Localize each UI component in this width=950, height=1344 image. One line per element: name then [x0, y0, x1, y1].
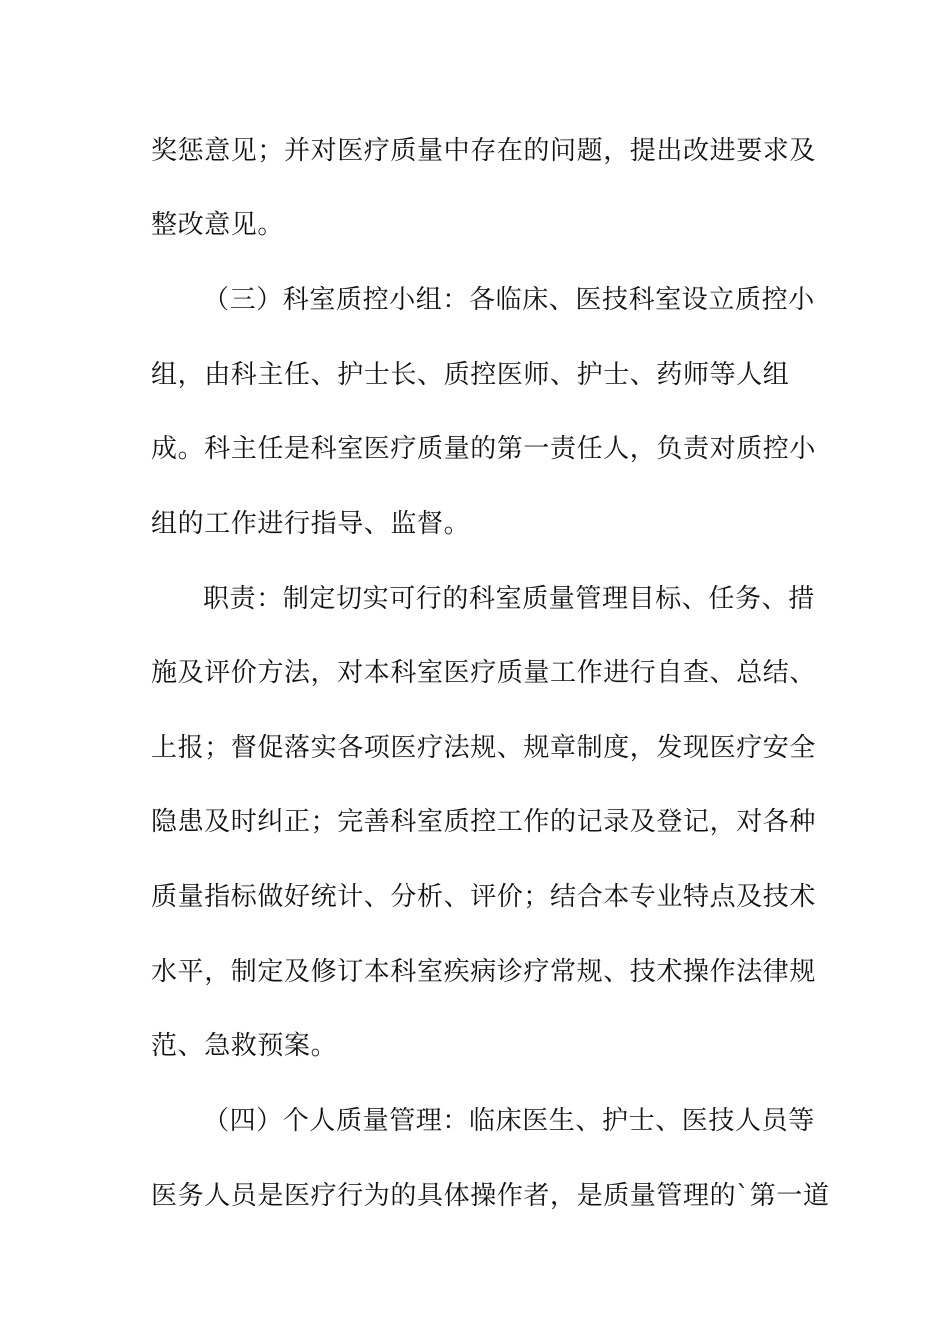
- text-line-7: 职责：制定切实可行的科室质量管理目标、任务、措: [203, 584, 815, 614]
- text-line-15: 医务人员是医疗行为的具体操作者，是质量管理的`第一道: [151, 1181, 830, 1211]
- text-line-4: 组，由科主任、护士长、质控医师、护士、药师等人组: [151, 360, 790, 390]
- text-line-10: 隐患及时纠正；完善科室质控工作的记录及登记，对各种: [151, 807, 817, 837]
- text-line-9: 上报；督促落实各项医疗法规、规章制度，发现医疗安全: [151, 733, 817, 763]
- text-line-12: 水平，制定及修订本科室疾病诊疗常规、技术操作法律规: [151, 957, 817, 987]
- text-line-6: 组的工作进行指导、监督。: [151, 509, 471, 539]
- text-line-1: 奖惩意见；并对医疗质量中存在的问题，提出改进要求及: [151, 136, 817, 166]
- text-line-11: 质量指标做好统计、分析、评价；结合本专业特点及技术: [151, 882, 817, 912]
- text-line-2: 整改意见。: [151, 210, 285, 240]
- text-line-13: 范、急救预案。: [151, 1031, 338, 1061]
- text-line-14: （四）个人质量管理：临床医生、护士、医技人员等: [203, 1106, 815, 1136]
- text-line-5: 成。科主任是科室医疗质量的第一责任人，负责对质控小: [151, 434, 817, 464]
- text-line-3: （三）科室质控小组：各临床、医技科室设立质控小: [203, 285, 815, 315]
- text-line-8: 施及评价方法，对本科室医疗质量工作进行自查、总结、: [151, 658, 817, 688]
